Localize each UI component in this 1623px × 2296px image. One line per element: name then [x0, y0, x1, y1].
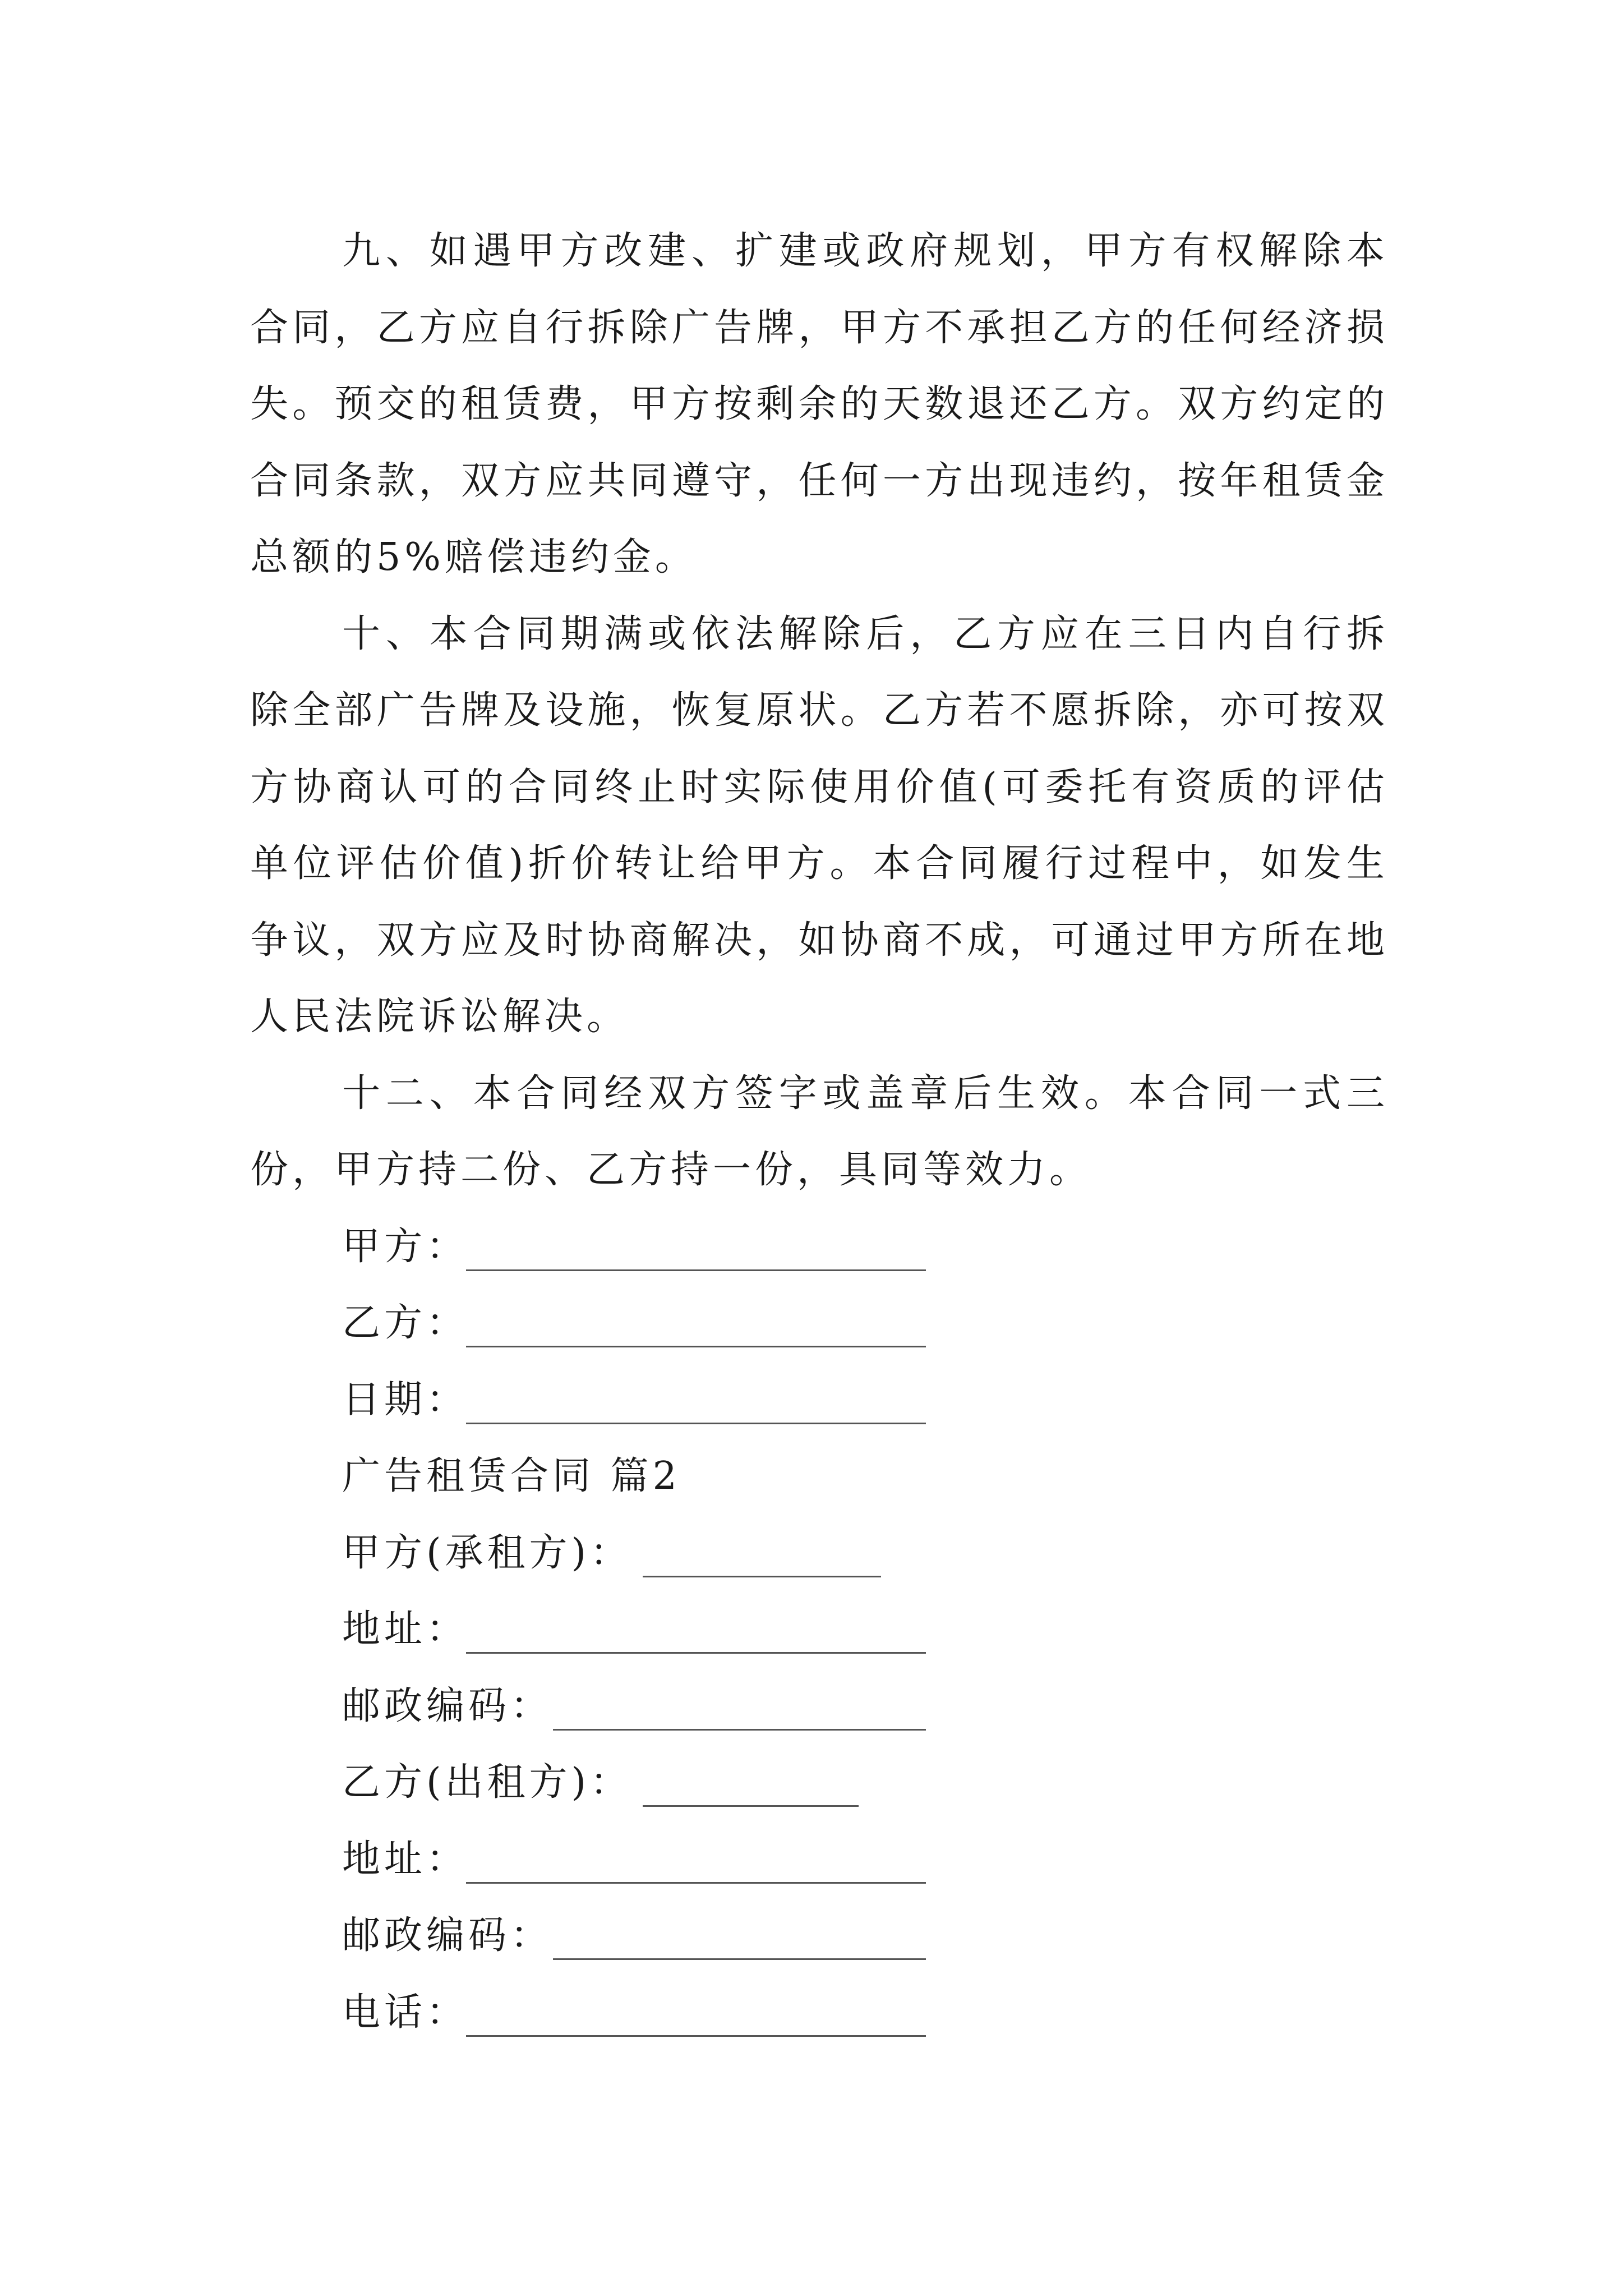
date-blank — [466, 1423, 926, 1424]
lessor-postcode-label: 邮政编码： — [342, 1913, 553, 1958]
signature-party-b — [250, 1285, 1389, 1362]
lessor-blank — [643, 1805, 859, 1807]
lessor-address-label: 地址： — [342, 1837, 469, 1881]
clause-10-paragraph: 十、本合同期满或依法解除后，乙方应在三日内自行拆除全部广告牌及设施，恢复原状。乙方若不愿拆除，亦可按双方协商认可的合同终止时实际使用价值(可委托有资质的评估单位评估价值)折价转让给甲方。本合同履行过程中，如发生争议，双方应及时协商解决，如协商不成，可通过甲方所在地人民法院诉讼解决。 — [250, 611, 1389, 1039]
lessee-postcode-blank — [553, 1729, 926, 1731]
lessee-row — [250, 1515, 1389, 1592]
lessee-label: 甲方(承租方)： — [342, 1530, 633, 1575]
lessee-postcode-row — [250, 1668, 1389, 1745]
signature-date — [250, 1362, 1389, 1439]
party-a-label: 甲方： — [342, 1224, 469, 1269]
document-page — [250, 213, 1389, 2051]
lessor-phone-blank — [466, 2035, 926, 2037]
date-label: 日期： — [342, 1377, 469, 1422]
party-a-blank — [466, 1269, 926, 1271]
lessor-postcode-blank — [553, 1958, 926, 1960]
signature-party-a — [250, 1209, 1389, 1286]
lessee-address-label: 地址： — [342, 1607, 469, 1651]
lessor-postcode-row — [250, 1898, 1389, 1975]
lessor-address-row — [250, 1821, 1389, 1898]
lessee-postcode-label: 邮政编码： — [342, 1683, 553, 1728]
section-2-title — [250, 1438, 1389, 1515]
lessee-address-row — [250, 1591, 1389, 1668]
party-b-blank — [466, 1346, 926, 1347]
lessee-blank — [643, 1576, 881, 1577]
party-b-label: 乙方： — [342, 1301, 469, 1345]
section-2-title-text: 广告租赁合同 篇2 — [342, 1454, 681, 1498]
lessor-row — [250, 1745, 1389, 1821]
lessor-phone-row — [250, 1975, 1389, 2051]
lessor-phone-label: 电话： — [342, 1990, 469, 2035]
clause-9-paragraph: 九、如遇甲方改建、扩建或政府规划，甲方有权解除本合同，乙方应自行拆除广告牌，甲方不承担乙方的任何经济损失。预交的租赁费，甲方按剩余的天数退还乙方。双方约定的合同条款，双方应共同遵守，任何一方出现违约，按年租赁金总额的5%赔偿违约金。 — [250, 229, 1389, 579]
lessor-address-blank — [466, 1882, 926, 1884]
lessee-address-blank — [466, 1652, 926, 1654]
lessor-label: 乙方(出租方)： — [342, 1760, 633, 1805]
clause-12-paragraph: 十二、本合同经双方签字或盖章后生效。本合同一式三份，甲方持二份、乙方持一份，具同等效力。 — [250, 1071, 1389, 1192]
